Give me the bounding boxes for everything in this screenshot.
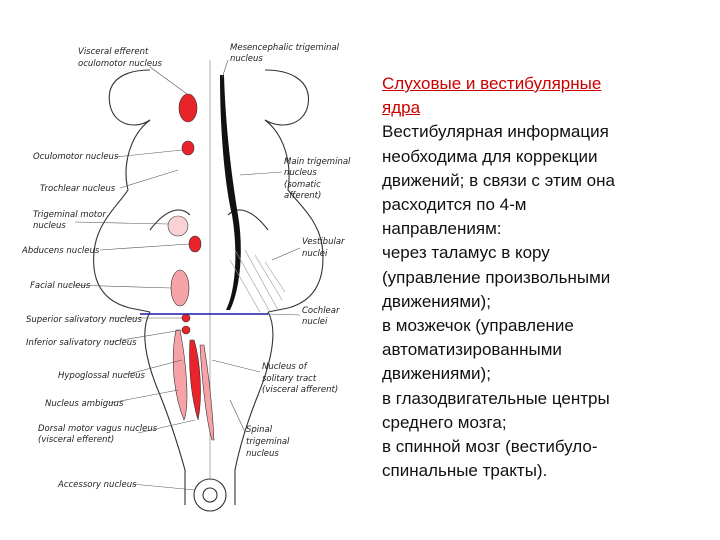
label-main-trigeminal-2: nucleus — [284, 168, 317, 178]
text-line: необходима для коррекции — [382, 146, 598, 166]
text-line: спинальные тракты). — [382, 461, 548, 481]
label-trigeminal-motor: Trigeminal motor — [33, 210, 106, 220]
label-dorsal-motor-vagus: Dorsal motor vagus nucleus — [38, 424, 158, 434]
text-line: в мозжечок (управление — [382, 316, 574, 336]
label-visceral-efferent-paren: (visceral efferent) — [38, 435, 115, 445]
label-main-trigeminal-3: (somatic — [284, 180, 321, 190]
label-cochlear-1: Cochlear — [302, 306, 340, 316]
label-spinal-trig-2: trigeminal — [246, 437, 290, 447]
label-hypoglossal-nucleus: Hypoglossal nucleus — [58, 371, 145, 381]
label-solitary-1: Nucleus of — [262, 362, 307, 372]
heading — [382, 72, 682, 120]
label-visceral-efferent: Visceral efferent — [78, 47, 149, 57]
label-main-trigeminal-4: afferent) — [284, 191, 322, 201]
text-line: движениями); — [382, 291, 491, 311]
label-cochlear-2: nuclei — [302, 317, 328, 327]
text-line: движениями); — [382, 364, 491, 384]
heading-line-1: Слуховые и вестибулярные — [382, 74, 602, 93]
motor-nuclei — [168, 94, 214, 440]
heading-line-2: ядра — [382, 98, 421, 118]
text-line: направлениям: — [382, 219, 502, 239]
label-accessory-nucleus: Accessory nucleus — [58, 480, 137, 490]
text-line: расходится по 4-м — [382, 195, 527, 215]
label-mesencephalic-trigeminal: Mesencephalic trigeminal — [230, 43, 340, 53]
text-line: через таламус в кору — [382, 243, 550, 263]
text-line: Вестибулярная информация — [382, 122, 609, 142]
label-abducens-nucleus: Abducens nucleus — [22, 246, 100, 256]
label-facial-nucleus: Facial nucleus — [30, 281, 91, 291]
label-spinal-trig-3: nucleus — [246, 449, 279, 459]
text-line: в глазодвигательные центры — [382, 388, 610, 408]
label-trochlear-nucleus: Trochlear nucleus — [40, 184, 116, 194]
label-oculomotor-top: oculomotor nucleus — [78, 59, 162, 69]
label-solitary-3: (visceral afferent) — [262, 385, 339, 395]
text-line: автоматизированными — [382, 340, 562, 360]
label-spinal-trig-1: Spinal — [246, 425, 273, 435]
label-mesencephalic-nucleus: nucleus — [230, 54, 263, 64]
label-vestibular-1: Vestibular — [302, 237, 345, 247]
text-line: (управление произвольными — [382, 267, 611, 287]
label-main-trigeminal-1: Main trigeminal — [284, 157, 351, 167]
text-line: в спинной мозг (вестибуло- — [382, 437, 598, 457]
text-line: движений; в связи с этим она — [382, 170, 615, 190]
label-vestibular-2: nuclei — [302, 249, 328, 259]
label-solitary-2: solitary tract — [262, 374, 317, 384]
label-oculomotor-nucleus: Oculomotor nucleus — [33, 152, 119, 162]
label-nucleus-ambiguus: Nucleus ambiguus — [45, 399, 124, 409]
label-trigeminal-motor-nucleus: nucleus — [33, 221, 66, 231]
text-panel — [382, 72, 682, 483]
label-inferior-salivatory: Inferior salivatory nucleus — [26, 338, 137, 348]
mesencephalic-trigeminal-tract — [220, 75, 241, 310]
text-line: среднего мозга; — [382, 412, 507, 432]
label-superior-salivatory: Superior salivatory nucleus — [26, 315, 142, 325]
